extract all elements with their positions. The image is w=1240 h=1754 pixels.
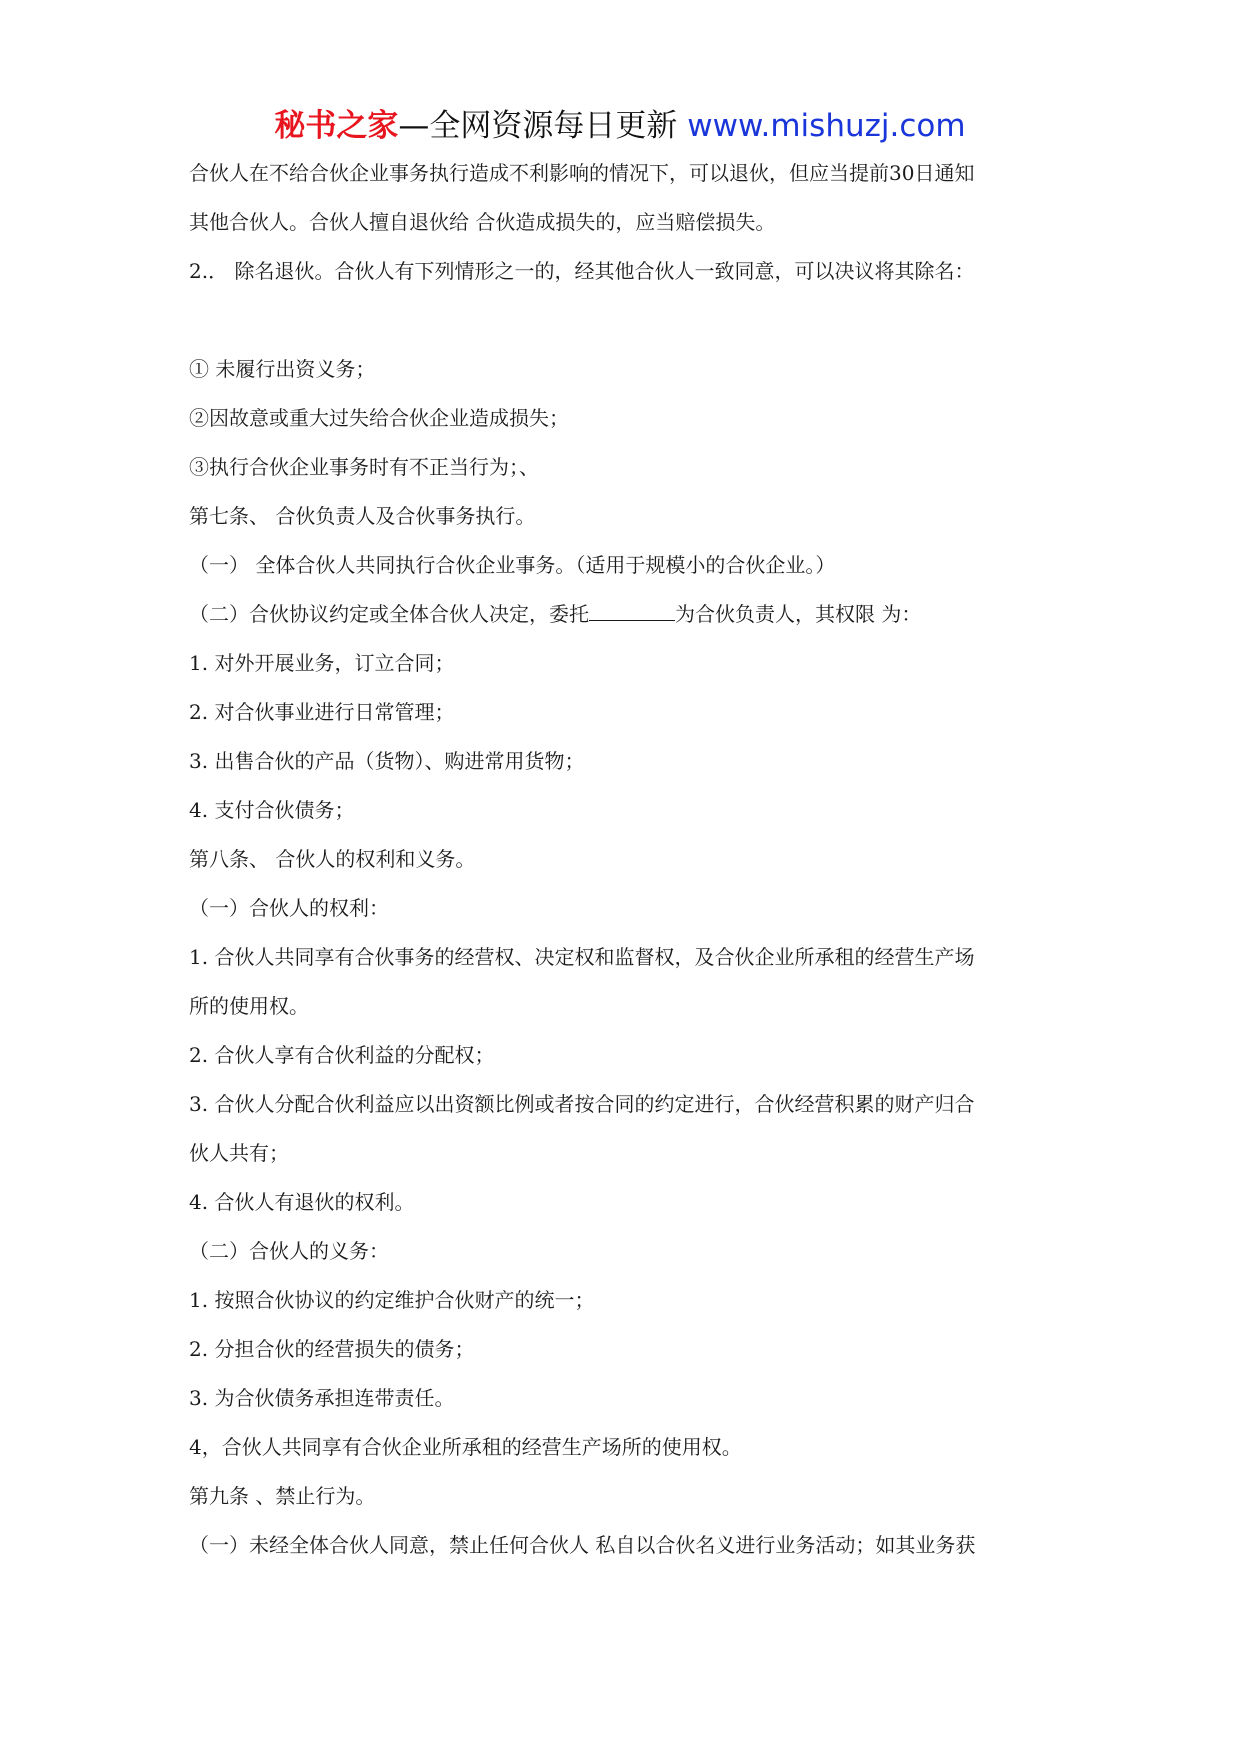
- document-body: [189, 149, 1059, 1570]
- list-item: 2. 合伙人享有合伙利益的分配权；: [189, 1043, 495, 1067]
- header-url[interactable]: www.mishuzj.com: [687, 108, 966, 144]
- list-item: 4，合伙人共同享有合伙企业所承租的经营生产场所的使用权。: [189, 1435, 742, 1459]
- paragraph-line: 2.． 除名退伙。合伙人有下列情形之一的，经其他合伙人一致同意，可以决议将其除名：: [189, 259, 975, 283]
- delegation-text-after: 为合伙负责人，其权限 为：: [675, 602, 922, 626]
- delegation-clause: [189, 590, 1059, 639]
- paragraph-line: （一） 全体合伙人共同执行合伙企业事务。（适用于规模小的合伙企业。）: [189, 553, 836, 577]
- paragraph-line: 合伙人在不给合伙企业事务执行造成不利影响的情况下，可以退伙，但应当提前30日通知: [189, 161, 975, 185]
- article-heading: 第八条、 合伙人的权利和义务。: [189, 847, 476, 871]
- list-item-continued: 伙人共有；: [189, 1141, 289, 1165]
- list-item: 3. 出售合伙的产品（货物）、购进常用货物；: [189, 749, 585, 773]
- article-heading: 第九条 、禁止行为。: [189, 1484, 376, 1508]
- section-heading: （二）合伙人的义务：: [189, 1239, 389, 1263]
- brand-name: 秘书之家: [274, 108, 399, 144]
- header-slogan: —全网资源每日更新: [398, 108, 688, 144]
- list-item: 3. 合伙人分配合伙利益应以出资额比例或者按合同的约定进行，合伙经营积累的财产归合: [189, 1092, 975, 1116]
- list-item: 4. 合伙人有退伙的权利。: [189, 1190, 415, 1214]
- list-item: 1. 合伙人共同享有合伙事务的经营权、决定权和监督权，及合伙企业所承租的经营生产场: [189, 945, 975, 969]
- list-item: 2. 对合伙事业进行日常管理；: [189, 700, 455, 724]
- list-item: 4. 支付合伙债务；: [189, 798, 355, 822]
- list-item: 2. 分担合伙的经营损失的债务；: [189, 1337, 475, 1361]
- paragraph-line: （一）未经全体合伙人同意，禁止任何合伙人 私自以合伙名义进行业务活动；如其业务获: [189, 1533, 976, 1557]
- list-item: ① 未履行出资义务；: [189, 357, 376, 381]
- list-item: 1. 按照合伙协议的约定维护合伙财产的统一；: [189, 1288, 595, 1312]
- list-item: 3. 为合伙债务承担连带责任。: [189, 1386, 455, 1410]
- list-item: 1. 对外开展业务，订立合同；: [189, 651, 455, 675]
- paragraph-line: 其他合伙人。合伙人擅自退伙给 合伙造成损失的，应当赔偿损失。: [189, 210, 776, 234]
- fill-in-blank: [589, 619, 675, 621]
- list-item: ③执行合伙企业事务时有不正当行为；、: [189, 455, 539, 479]
- list-item-continued: 所的使用权。: [189, 994, 309, 1018]
- delegation-text-before: （二）合伙协议约定或全体合伙人决定，委托: [189, 602, 589, 626]
- list-item: ②因故意或重大过失给合伙企业造成损失；: [189, 406, 569, 430]
- watermark-header: [0, 98, 1240, 154]
- article-heading: 第七条、 合伙负责人及合伙事务执行。: [189, 504, 536, 528]
- section-heading: （一）合伙人的权利：: [189, 896, 389, 920]
